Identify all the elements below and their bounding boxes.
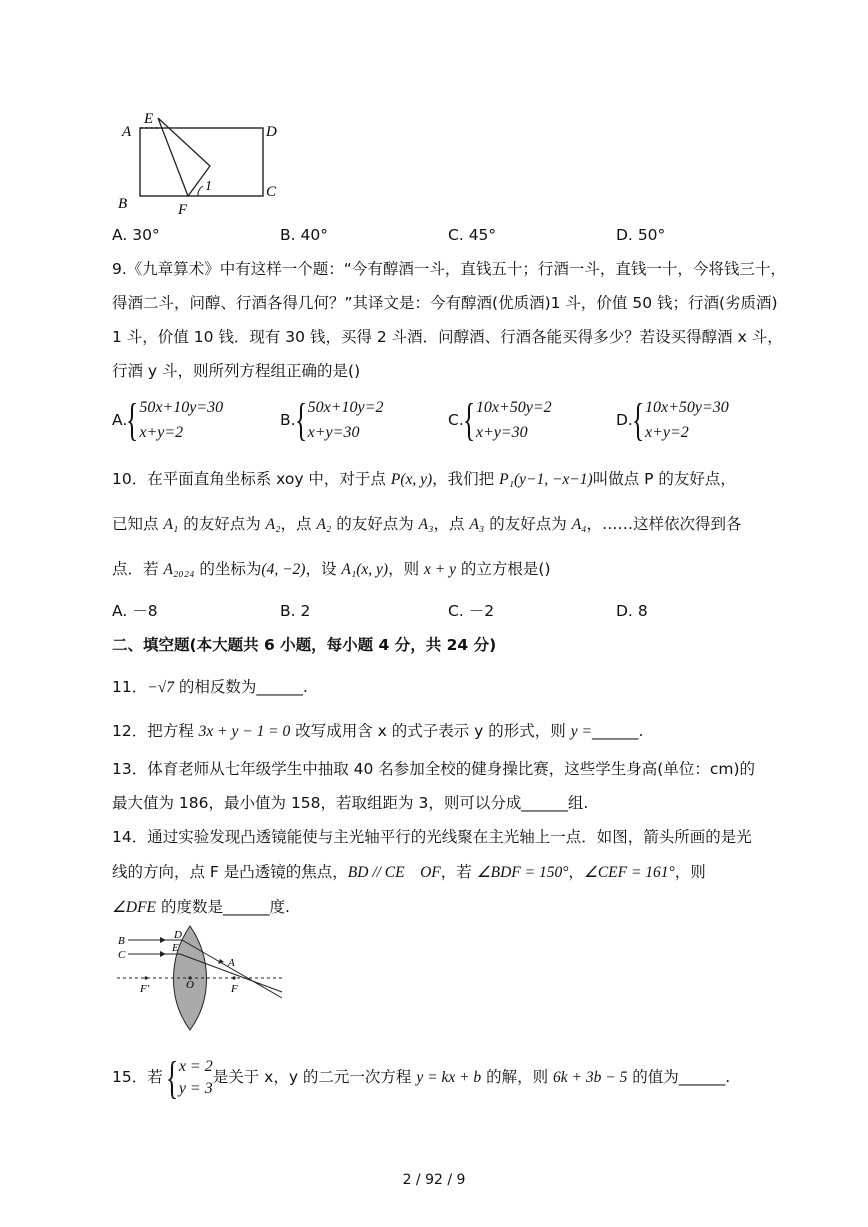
text: 的坐标为 [194,560,262,578]
math-coord: (4, −2) [261,561,306,578]
q10-line-2 [112,513,742,536]
text: 10．在平面直角坐标系 xoy 中，对于点 [112,470,391,488]
label-f: F [178,202,188,218]
equation-1: 50x+10y=30 [139,399,224,416]
equation-2: x+y=2 [139,424,184,441]
q10-line-1 [112,468,736,491]
math-parallel: BD // CE OF [347,864,441,881]
option-letter: C. [448,602,464,620]
q10-option-b[interactable] [280,600,310,622]
math-a1xy: A₁(x, y) [341,561,389,578]
q8-rectangle-figure [110,108,290,220]
text: ，……这样依次得到各 [586,515,742,533]
label-b: B [118,935,125,947]
label-angle-1: 1 [205,179,212,194]
option-letter: B. [280,602,296,620]
text: ，我们把 [432,470,500,488]
text: 点．若 [112,560,164,578]
option-letter: D. [616,602,633,620]
text: 是关于 x，y 的二元一次方程 [212,1068,417,1086]
option-letter: A. [112,602,128,620]
q9-option-a[interactable]: A. { 50x+10y=30 x+y=2 [112,394,224,445]
option-text: 50° [637,226,666,244]
text: 12．把方程 [112,722,199,740]
option-text: －8 [132,602,158,620]
option-text: 2 [300,602,311,620]
option-text: 8 [637,602,648,620]
equation-2: x+y=30 [307,424,360,441]
label-d: D [266,124,277,140]
option-text: 30° [132,226,160,244]
math-p1: P₁(y−1, −x−1) [499,471,593,488]
q9-line-2: 得酒二斗，问醇、行酒各得几何？”其译文是：今有醇酒(优质酒)1 斗，价值 50 钱；行酒(劣质酒) [112,294,778,312]
label-e: E [144,111,154,127]
label-o: O [186,979,194,991]
text: 已知点 [112,515,164,533]
label-f: F [231,983,238,995]
text: 的友好点为 [178,515,266,533]
q10-option-c[interactable] [448,600,494,622]
option-letter: C. [448,226,464,244]
math-angle-dfe: ∠DFE [112,899,157,916]
text: ，设 [305,560,342,578]
q9-option-c[interactable]: C. { 10x+50y=2 x+y=30 [448,394,552,445]
q8-option-d[interactable] [616,224,665,246]
math-a1: A₁ [163,516,179,533]
text: ，若 [440,863,477,881]
text: ，点 [433,515,470,533]
option-letter: B. [280,411,296,429]
math-x-plus-y: x + y [424,561,456,578]
text: ，则 [388,560,425,578]
math-expression: 6k + 3b − 5 [553,1069,628,1086]
text: ______. [591,722,644,740]
q8-option-a[interactable] [112,224,160,246]
text: 的友好点为 [331,515,419,533]
q13-line-1: 13．体育老师从七年级学生中抽取 40 名参加全校的健身操比赛，这些学生身高(单位：cm)的 [112,760,756,778]
option-letter: C. [448,411,464,429]
math-a2: A₂ [316,516,332,533]
q10-option-a[interactable] [112,600,158,622]
math-angle-bdf: ∠BDF = 150° [476,864,569,881]
q14-line-1: 14．通过实验发现凸透镜能使与主光轴平行的光线聚在主光轴上一点．如图，箭头所画的是光 [112,828,752,846]
label-a: A [122,124,132,140]
text: 线的方向，点 F 是凸透镜的焦点， [112,863,348,881]
text: 的度数是______度. [156,898,290,916]
equation-1: 10x+50y=2 [475,399,552,416]
option-letter: D. [616,226,633,244]
q8-option-c[interactable] [448,224,496,246]
text: 11． [112,678,148,696]
math-a4: A₄ [571,516,587,533]
option-letter: B. [280,226,296,244]
q9-line-1: 9.《九章算术》中有这样一个题：“今有醇酒一斗，直钱五十；行酒一斗，直钱一十，今将钱三十， [112,260,786,278]
q13-line-2: 最大值为 186，最小值为 158，若取组距为 3，则可以分成______组. [112,794,589,812]
math-a3: A₃ [418,516,434,533]
text: 叫做点 P 的友好点， [592,470,736,488]
text: 的立方根是() [456,560,551,578]
label-b: B [118,196,128,212]
equation-2: y = 3 [178,1079,213,1097]
equation-2: x+y=30 [475,424,528,441]
q9-option-d[interactable]: D. { 10x+50y=30 x+y=2 [616,394,729,445]
option-letter: A. [112,411,128,429]
math-angle-cef: ∠CEF = 161° [583,864,675,881]
q8-option-b[interactable] [280,224,328,246]
equation-1: 50x+10y=2 [307,399,384,416]
label-e: E [172,942,179,954]
option-letter: A. [112,226,128,244]
label-c: C [118,949,126,961]
q12 [112,720,643,743]
q9-line-3: 1 斗，价值 10 钱．现有 30 钱，买得 2 斗酒．问醇酒、行酒各能买得多少？若设买得醇酒 x 斗， [112,328,783,346]
label-d: D [174,929,182,941]
equation-1: 10x+50y=30 [644,399,729,416]
text: 的解，则 [481,1068,554,1086]
page-number: 2 / 92 / 9 [402,1172,466,1188]
math-neg-sqrt7: −√7 [147,679,174,696]
text: 的相反数为______. [173,678,308,696]
q14-line-3 [112,896,290,919]
option-text: 45° [468,226,497,244]
label-a: A [228,957,235,969]
math-equation: 3x + y − 1 = 0 [198,723,291,740]
label-f-prime: F' [140,983,150,995]
q14-lens-figure [112,922,292,1034]
text: 改写成用含 x 的式子表示 y 的形式，则 [290,722,571,740]
equation-2: x+y=2 [644,424,689,441]
q9-option-b[interactable]: B. { 50x+10y=2 x+y=30 [280,394,384,445]
label-c: C [266,184,277,200]
option-letter: D. [616,411,633,429]
text: 的值为______. [627,1068,731,1086]
math-a3: A₃ [469,516,485,533]
option-text: 40° [300,226,328,244]
q15: 15．若 { x = 2 y = 3 是关于 x，y 的二元一次方程 y = kx + b 的解，则 6k + 3b − 5 的值为______. [112,1051,731,1103]
math-a2: A₂ [265,516,281,533]
text: ，则 [674,863,706,881]
math-p: P(x, y) [390,471,433,488]
q11 [112,676,308,699]
math-y-equals: y = [570,723,592,740]
q10-option-d[interactable] [616,600,648,622]
equation-1: x = 2 [178,1057,213,1075]
q10-line-3 [112,558,551,581]
text: 的友好点为 [484,515,572,533]
text: ，点 [280,515,317,533]
q9-line-4: 行酒 y 斗，则所列方程组正确的是() [112,362,361,380]
math-linear-equation: y = kx + b [416,1069,482,1086]
q14-line-2 [112,861,706,884]
option-text: －2 [468,602,495,620]
math-a2024: A₂₀₂₄ [163,561,195,578]
section-heading: 二、填空题(本大题共 6 小题，每小题 4 分，共 24 分) [112,636,497,654]
text: 15．若 [112,1068,163,1086]
text: ， [568,863,584,881]
